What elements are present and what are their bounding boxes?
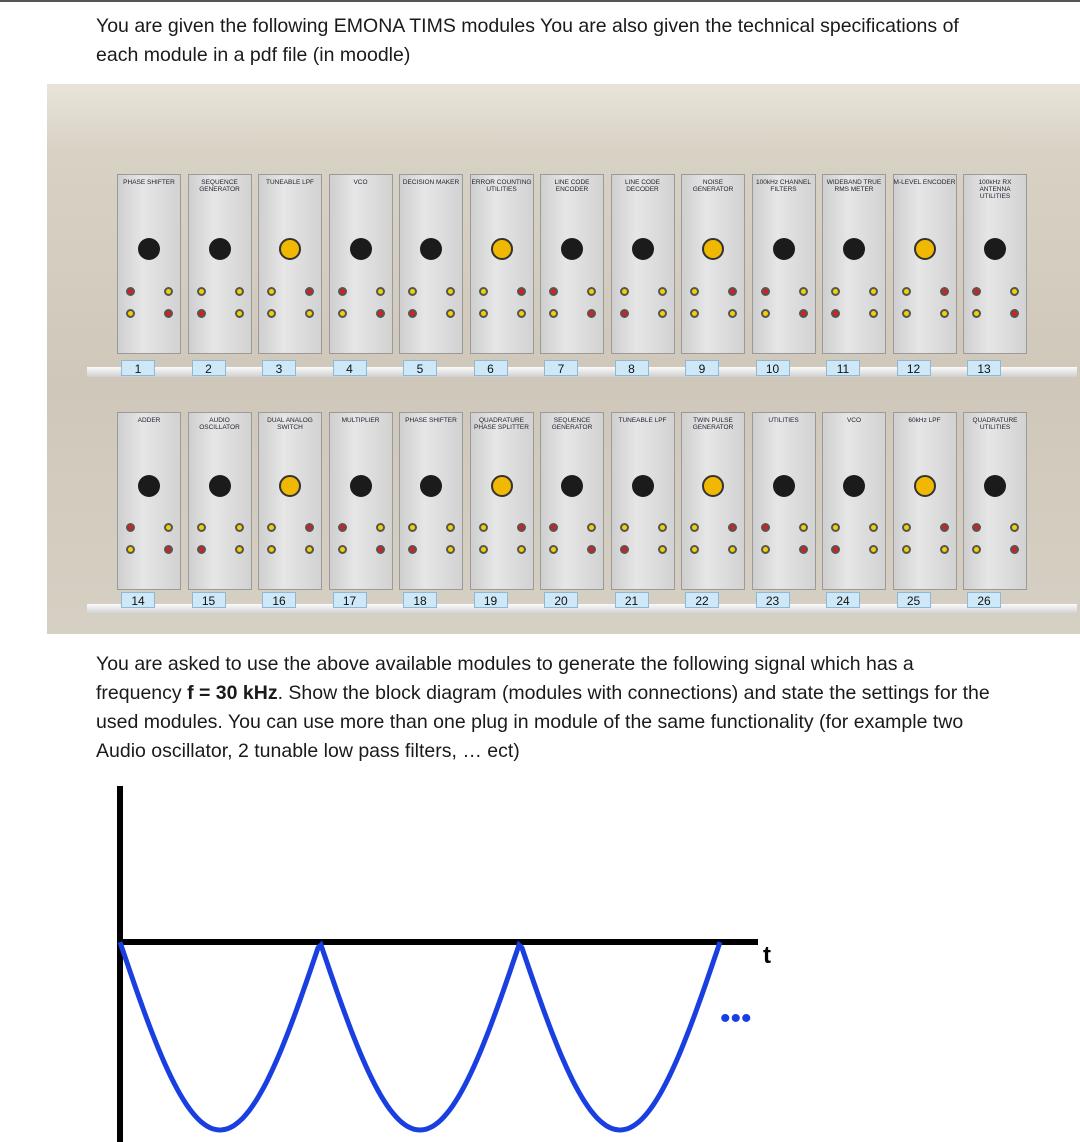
module-label: NOISE GENERATOR <box>692 179 734 193</box>
module-number-tag: 2 <box>192 360 226 376</box>
module-number-tag: 1 <box>121 360 155 376</box>
module-number-tag: 10 <box>756 360 790 376</box>
module-label: TUNEABLE LPF <box>618 417 667 424</box>
module-label: M-LEVEL ENCODER <box>893 179 956 186</box>
module-label: VCO <box>846 417 862 424</box>
module-label: ADDER <box>137 417 161 424</box>
module-number-tag: 13 <box>967 360 1001 376</box>
module-number-tag: 16 <box>262 592 296 608</box>
task-text-2: . Show the block diagram (modules with connections) and state the settings for the used modules. You can use more than one plug in module of the same functionality (for example two Audio oscillator, 2 tunable low pass filters, … ect) <box>96 682 990 762</box>
module-number-tag: 9 <box>685 360 719 376</box>
module-label: VCO <box>353 179 368 186</box>
module-label: TUNEABLE LPF <box>265 179 315 186</box>
module-number-tag: 24 <box>826 592 860 608</box>
module-label: 100kHz RX ANTENNA UTILITIES <box>978 179 1012 200</box>
task-frequency: f = 30 kHz <box>187 682 278 704</box>
module-label: QUADRATURE UTILITIES <box>972 417 1018 431</box>
module-label: DUAL ANALOG SWITCH <box>267 417 313 431</box>
module-number-tag: 12 <box>897 360 931 376</box>
module-number-tag: 14 <box>121 592 155 608</box>
task-text-1: You are asked to use the above available modules to generate the following signal which has a frequency <box>96 653 914 704</box>
rectified-sine-wave <box>120 942 720 1130</box>
module-label: TWIN PULSE GENERATOR <box>692 417 734 431</box>
module-number-tag: 3 <box>262 360 296 376</box>
module-number-tag: 4 <box>333 360 367 376</box>
module-label: MULTIPLIER <box>341 417 380 424</box>
module-number-tag: 6 <box>474 360 508 376</box>
module-label: PHASE SHIFTER <box>123 179 175 186</box>
module-label: SEQUENCE GENERATOR <box>199 179 240 193</box>
module-number-tag: 18 <box>403 592 437 608</box>
intro-paragraph: You are given the following EMONA TIMS modules You are also given the technical specifications of each module in a pdf file (in moodle) <box>96 15 959 66</box>
module-label: UTILITIES <box>768 417 799 424</box>
module-label: AUDIO OSCILLATOR <box>199 417 240 431</box>
module-label: WIDEBAND TRUE RMS METER <box>826 179 882 193</box>
module-number-tag: 23 <box>756 592 790 608</box>
module-number-tag: 25 <box>897 592 931 608</box>
module-number-tag: 19 <box>474 592 508 608</box>
module-number-tag: 21 <box>615 592 649 608</box>
module-number-tag: 20 <box>544 592 578 608</box>
module-number-tag: 26 <box>967 592 1001 608</box>
module-number-tag: 17 <box>333 592 367 608</box>
module-label: SEQUENCE GENERATOR <box>551 417 593 431</box>
module-label: QUADRATURE PHASE SPLITTER <box>474 417 529 431</box>
module-number-tag: 22 <box>685 592 719 608</box>
module-label: 60kHz LPF <box>908 417 941 424</box>
module-number-tag: 8 <box>615 360 649 376</box>
module-label: 100kHz CHANNEL FILTERS <box>756 179 811 193</box>
module-label: PHASE SHIFTER <box>405 417 457 424</box>
module-label: DECISION MAKER <box>402 179 460 186</box>
module-number-tag: 11 <box>826 360 860 376</box>
module-label: ERROR COUNTING UTILITIES <box>471 179 532 193</box>
module-label: LINE CODE DECODER <box>624 179 661 193</box>
continuation-dots: ••• <box>720 1002 752 1035</box>
module-number-tag: 15 <box>192 592 226 608</box>
module-number-tag: 5 <box>403 360 437 376</box>
time-axis-label: t <box>763 942 771 969</box>
module-number-tag: 7 <box>544 360 578 376</box>
module-label: LINE CODE ENCODER <box>554 179 590 193</box>
